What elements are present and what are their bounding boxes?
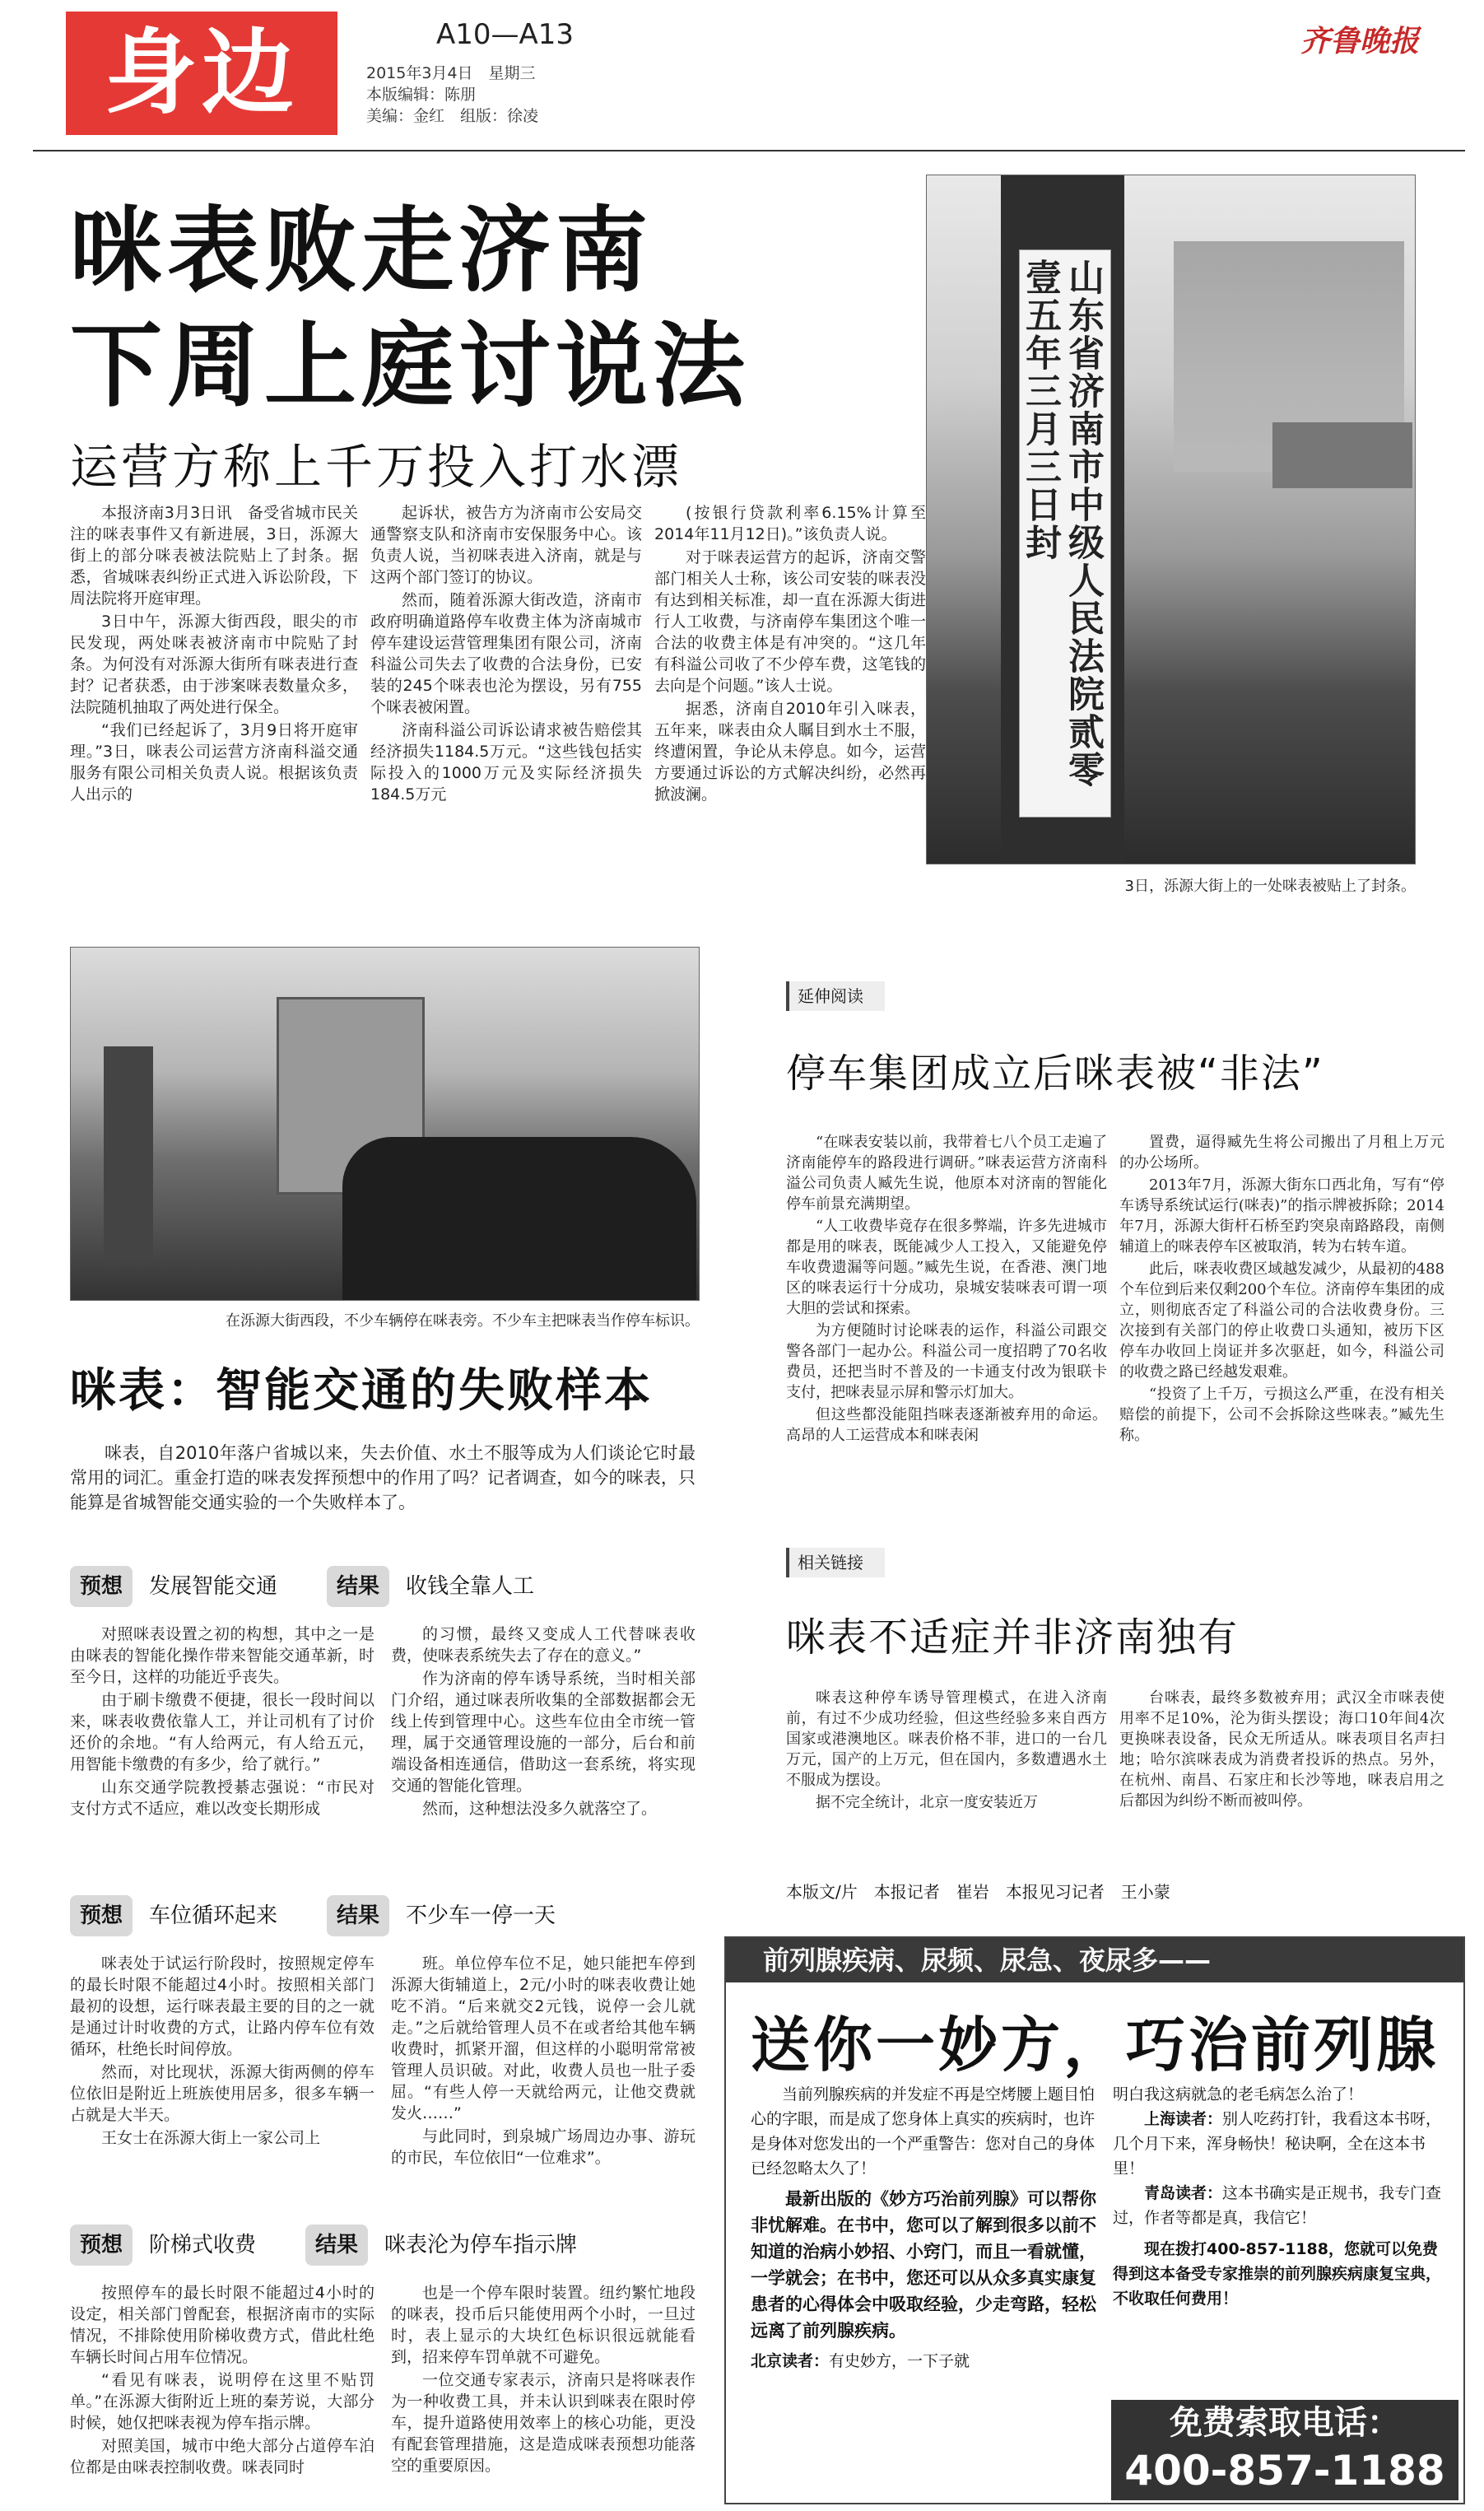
s3-column-2 [391,2282,695,2478]
phone-box [1111,2400,1458,2500]
paragraph: 据悉，济南自2010年引入咪表，五年来，咪表由众人瞩目到水土不服，终遭闲置，争论从未停息。如今，运营方要通过诉讼的方式解决纠纷，必然再掀波澜。 [654,700,926,804]
paragraph: “人工收费毕竟存在很多弊端，许多先进城市都是用的咪表，既能减少人工投入，又能避免停车收费遗漏等问题。”臧先生说，在香港、澳门地区的咪表运行十分成功，泉城安装咪表可谓一项大胆的尝试和探索。 [786,1218,1107,1317]
parked-car [342,1137,696,1301]
expect-badge: 预想 [70,2224,133,2266]
ad-reader-quote: 这本书确实是正规书，我专门查过，作者等都是真，我信它！ [1113,2184,1442,2227]
result-badge: 结果 [327,1895,389,1936]
result-text: 咪表沦为停车指示牌 [384,2233,578,2257]
ad-book-promo: 最新出版的《妙方巧治前列腺》可以帮你非忧解难。在书中，您可以了解到很多以前不知道的治病小妙招、小窍门，而且一看就懂，一学就会；在书中，您还可以从众多真实康复患者的心得体会中吸取经验，少走弯路，轻松远离了前列腺疾病。 [751,2188,1096,2341]
analysis-row-3 [70,2223,626,2267]
paragraph: 然而，随着泺源大街改造，济南市政府明确道路停车收费主体为济南城市停车建设运营管理集团有限公司，济南科溢公司失去了收费的合法身份，已安装的245个咪表也沦为摆设，另有755个咪表被闲置。 [370,591,642,716]
art-credit: 美编：金红 组版：徐凌 [366,107,539,125]
paragraph: 按照停车的最长时限不能超过4小时的设定，相关部门曾配套，根据济南市的实际情况，不排除使用阶梯收费方式，借此杜绝车辆长时间占用车位情况。 [70,2284,374,2366]
lead-column-1 [70,502,358,807]
paragraph: “我们已经起诉了，3月9日将开庭审理。”3日，咪表公司运营方济南科溢交通服务有限公司相关负责人说。根据该负责人出示的 [70,721,358,804]
ad-reader-quote: 有史妙方，一下子就 [829,2352,970,2370]
paragraph: “看见有咪表，说明停在这里不贴罚单。”在泺源大街附近上班的秦芳说，大部分时候，她仅把咪表视为停车指示牌。 [70,2371,374,2432]
analysis-row-2 [70,1894,605,1938]
s3-column-1 [70,2282,374,2480]
ad-intro: 当前列腺疾病的并发症不再是空烤腰上题目怕心的字眼，而是成了您身体上真实的疾病时，也许是身体对您发出的一个严重警告：您对自己的身体已经忽略太久了！ [751,2085,1096,2178]
paragraph: 起诉状，被告方为济南市公安局交通警察支队和济南市安保服务中心。该负责人说，当初咪表进入济南，就是与这两个部门签订的协议。 [370,504,642,586]
s2-column-1 [70,1953,374,2150]
paragraph: 由于刷卡缴费不便捷，很长一段时间以来，咪表收费依靠人工，并让司机有了讨价还价的余地。“有人给两元，有人给五元，用智能卡缴费的有多少，给了就行。” [70,1691,374,1773]
lead-column-2 [370,502,642,807]
analysis-title: 咪表：智能交通的失败样本 [70,1364,653,1418]
expect-text: 阶梯式收费 [149,2233,257,2257]
masthead-divider [33,150,1465,151]
s1-column-1 [70,1624,374,1821]
ad-title: 送你一妙方，巧治前列腺 [750,2010,1439,2080]
lead-column-3 [654,502,926,807]
ext-tag: 延伸阅读 [786,981,885,1011]
related-title: 咪表不适症并非济南独有 [786,1614,1240,1661]
paragraph: 也是一个停车限时装置。纽约繁忙地段的咪表，投币后只能使用两个小时，一旦过时，表上显示的大块红色标识很远就能看到，招来停车罚单就不可避免。 [391,2284,695,2366]
sealed-meter-photo [926,175,1416,864]
paragraph: “在咪表安装以前，我带着七八个员工走遍了济南能停车的路段进行调研。”咪表运营方济南科溢公司负责人臧先生说，他原本对济南的智能化停车前景充满期望。 [786,1134,1107,1213]
photo1-caption: 3日，泺源大街上的一处咪表被贴上了封条。 [1124,878,1416,895]
newspaper-brand: 齐鲁晚报 [1300,24,1420,58]
paragraph: 但这些都没能阻挡咪表逐渐被弃用的命运。高昂的人工运营成本和咪表闲 [786,1406,1107,1444]
result-badge: 结果 [327,1566,389,1607]
paragraph: 与此同时，到泉城广场周边办事、游玩的市民，车位依旧“一位难求”。 [391,2127,695,2167]
cars-near-meters-photo [70,947,700,1301]
paragraph: “投资了上千万，亏损这么严重，在没有相关赔偿的前提下，公司不会拆除这些咪表。”臧先生称。 [1119,1386,1444,1444]
ad-reader-label: 北京读者： [751,2352,830,2370]
ad-reader-quote: 别人吃药打针，我看这本书呀，几个月下来，浑身畅快！秘诀啊，全在这本书里！ [1113,2110,1442,2178]
paragraph: 2013年7月，泺源大街东口西北角，写有“停车诱导系统试运行(咪表)”的指示牌被拆除；2014年7月，泺源大街杆石桥至趵突泉南路路段，南侧辅道上的咪表停车区被取消，转为右转车道。 [1119,1176,1444,1256]
related-column-2 [1119,1688,1444,1813]
ad-column-1 [751,2082,1096,2374]
paragraph: 咪表处于试运行阶段时，按照规定停车的最长时限不能超过4小时。按照相关部门最初的设想，运行咪表最主要的目的之一就是通过计时收费的方式，让路内停车位有效循环，杜绝长时间停放。 [70,1954,374,2058]
paragraph: 台咪表，最终多数被弃用；武汉全市咪表使用率不足10%，沦为街头摆设；海口10年间4次更换咪表设备，民众无所适从。咪表项目名声扫地；哈尔滨咪表成为消费者投诉的热点。另外，在杭州、南昌、石家庄和长沙等地，咪表启用之后都因为纠纷不断而被叫停。 [1119,1689,1444,1810]
paragraph: 王女士在泺源大街上一家公司上 [101,2129,321,2147]
paragraph: 本报济南3月3日讯 备受省城市民关注的咪表事件又有新进展，3日，泺源大街上的部分咪表被法院贴上了封条。据悉，省城咪表纠纷正式进入诉讼阶段，下周法院将开庭审理。 [70,504,358,608]
paragraph: 咪表这种停车诱导管理模式，在进入济南前，有过不少成功经验，但这些经验多来自西方国家或港澳地区。咪表价格不菲，进口的一台几万元，国产的上万元，但在国内，多数遭遇水土不服成为摆设。 [786,1689,1107,1789]
paragraph: 一位交通专家表示，济南只是将咪表作为一种收费工具，并未认识到咪表在限时停车，提升道路使用效率上的核心功能，更没有配套管理措施，这是造成咪表预想功能落空的重要原因。 [391,2371,695,2475]
article-credits: 本版文/片 本报记者 崔岩 本报见习记者 王小蒙 [786,1882,1170,1902]
ad-column-2 [1113,2082,1450,2311]
expect-text: 车位循环起来 [149,1903,278,1928]
editor-credit: 本版编辑：陈朋 [366,86,477,104]
ad-banner: 前列腺疾病、尿频、尿急、夜尿多—— [726,1938,1463,1982]
related-tag: 相关链接 [786,1548,885,1577]
section-logo: 身边 [66,12,337,135]
paragraph: (按银行贷款利率6.15%计算至2014年11月12日)。”该负责人说。 [654,504,926,543]
s1-column-2 [391,1624,695,1821]
paragraph: 3日中午，泺源大街西段，眼尖的市民发现，两处咪表被济南市中院贴了封条。为何没有对泺源大街所有咪表进行查封？记者获悉，由于涉案咪表数量众多，法院随机抽取了两处进行保全。 [70,613,358,716]
photo2-caption: 在泺源大街西段，不少车辆停在咪表旁。不少车主把咪表当作停车标识。 [226,1312,700,1330]
ext-column-1 [786,1132,1107,1447]
paragraph: 班。单位停车位不足，她只能把车停到泺源大街辅道上，2元/小时的咪表收费让她吃不消。“后来就交2元钱，说停一会儿就走。”之后就给管理人员不在或者给其他车辆收费时，抓紧开溜，但这样的小聪明常常被管理人员识破。对此，收费人员也一肚子委屈。“有些人停一天就给两元，让他交费就发火……” [391,1954,695,2122]
ext-column-2 [1119,1132,1444,1447]
expect-badge: 预想 [70,1566,133,1607]
page-range: A10—A13 [436,18,575,51]
expect-badge: 预想 [70,1895,133,1936]
paragraph: 咪表，自2010年落户省城以来，失去价值、水土不服等成为人们谈论它时最常用的词汇。重金打造的咪表发挥预想中的作用了吗？记者调查，如今的咪表，只能算是省城智能交通实验的一个失败样本了。 [70,1443,695,1512]
issue-date: 2015年3月4日 星期三 [366,64,536,82]
paragraph: 置费，逼得臧先生将公司搬出了月租上万元的办公场所。 [1119,1134,1444,1172]
lead-title-line1: 咪表败走济南 [70,198,653,305]
paragraph: 然而，对比现状，泺源大街两侧的停车位依旧是附近上班族使用居多，很多车辆一占就是大半天。 [70,2063,374,2124]
paragraph: 据不完全统计，北京一度安装近万 [816,1794,1038,1811]
result-text: 不少车一停一天 [406,1903,556,1928]
related-column-1 [786,1688,1107,1815]
ad-offer: 现在拨打400-857-1188，您就可以免费得到这本备受专家推崇的前列腺疾病康复宝典，不收取任何费用！ [1113,2240,1442,2308]
paragraph: 作为济南的停车诱导系统，当时相关部门介绍，通过咪表所收集的全部数据都会无线上传到管理中心。这些车位由全市统一管理，属于交通管理设施的一部分，后台和前端设备相连通信，借助这一套系统，将实现交通的智能化管理。 [391,1670,695,1795]
analysis-row-1 [70,1564,584,1609]
analysis-intro [70,1441,695,1516]
ad-continued: 明白我这病就急的老毛病怎么治了！ [1113,2085,1364,2103]
lead-title-line2: 下周上庭讨说法 [70,313,750,420]
result-text: 收钱全靠人工 [406,1574,535,1599]
paragraph: 的习惯，最终又变成人工代替咪表收费，使咪表系统失去了存在的意义。” [391,1625,695,1665]
paragraph: 对照咪表设置之初的构想，其中之一是由咪表的智能化操作带来智能交通革新，时至今日，这样的功能近乎丧失。 [70,1625,374,1686]
lead-subtitle: 运营方称上千万投入打水漂 [70,439,683,495]
ad-reader-label: 青岛读者： [1144,2184,1223,2202]
paragraph: 对照美国，城市中绝大部分占道停车泊位都是由咪表控制收费。咪表同时 [70,2437,374,2476]
result-badge: 结果 [305,2224,368,2266]
ad-reader-label: 上海读者： [1144,2110,1223,2128]
phone-number: 400-857-1188 [1124,2447,1445,2495]
meter-post [104,1046,153,1260]
paragraph: 此后，咪表收费区域越发减少，从最初的488个车位到后来仅剩200个车位。济南停车集团的成立，则彻底否定了科溢公司的合法收费身份。三次接到有关部门的停止收费口头通知，被历下区停车办收回上岗证并多次驱赶，如今，科溢公司的收费之路已经越发艰难。 [1119,1260,1444,1381]
court-seal-notice: 山东省济南市中级人民法院贰零壹五年三月三日封 [1019,249,1111,818]
paragraph: 为方便随时讨论咪表的运作，科溢公司跟交警各部门一起办公。科溢公司一度招聘了70名收费员，还把当时不普及的一卡通支付改为银联卡支付，把咪表显示屏和警示灯加大。 [786,1322,1107,1401]
paragraph: 山东交通学院教授綦志强说：“市民对支付方式不适应，难以改变长期形成 [70,1778,374,1818]
paragraph: 然而，这种想法没多久就落空了。 [422,1800,658,1818]
s2-column-2 [391,1953,695,2170]
paragraph: 对于咪表运营方的起诉，济南交警部门相关人士称，该公司安装的咪表没有达到相关标准，却一直在泺源大街进行人工收费，与济南停车集团这个唯一合法的收费主体是有冲突的。“这几年有科溢公司收了不少停车费，这笔钱的去向是个问题。”该人士说。 [654,548,926,695]
paragraph: 济南科溢公司诉讼请求被告赔偿其经济损失1184.5万元。“这些钱包括实际投入的1000万元及实际经济损失184.5万元 [370,721,642,804]
expect-text: 发展智能交通 [149,1574,278,1599]
phone-label: 免费索取电话： [1170,2404,1400,2442]
street-background [1272,422,1412,488]
ext-title: 停车集团成立后咪表被“非法” [786,1051,1324,1097]
